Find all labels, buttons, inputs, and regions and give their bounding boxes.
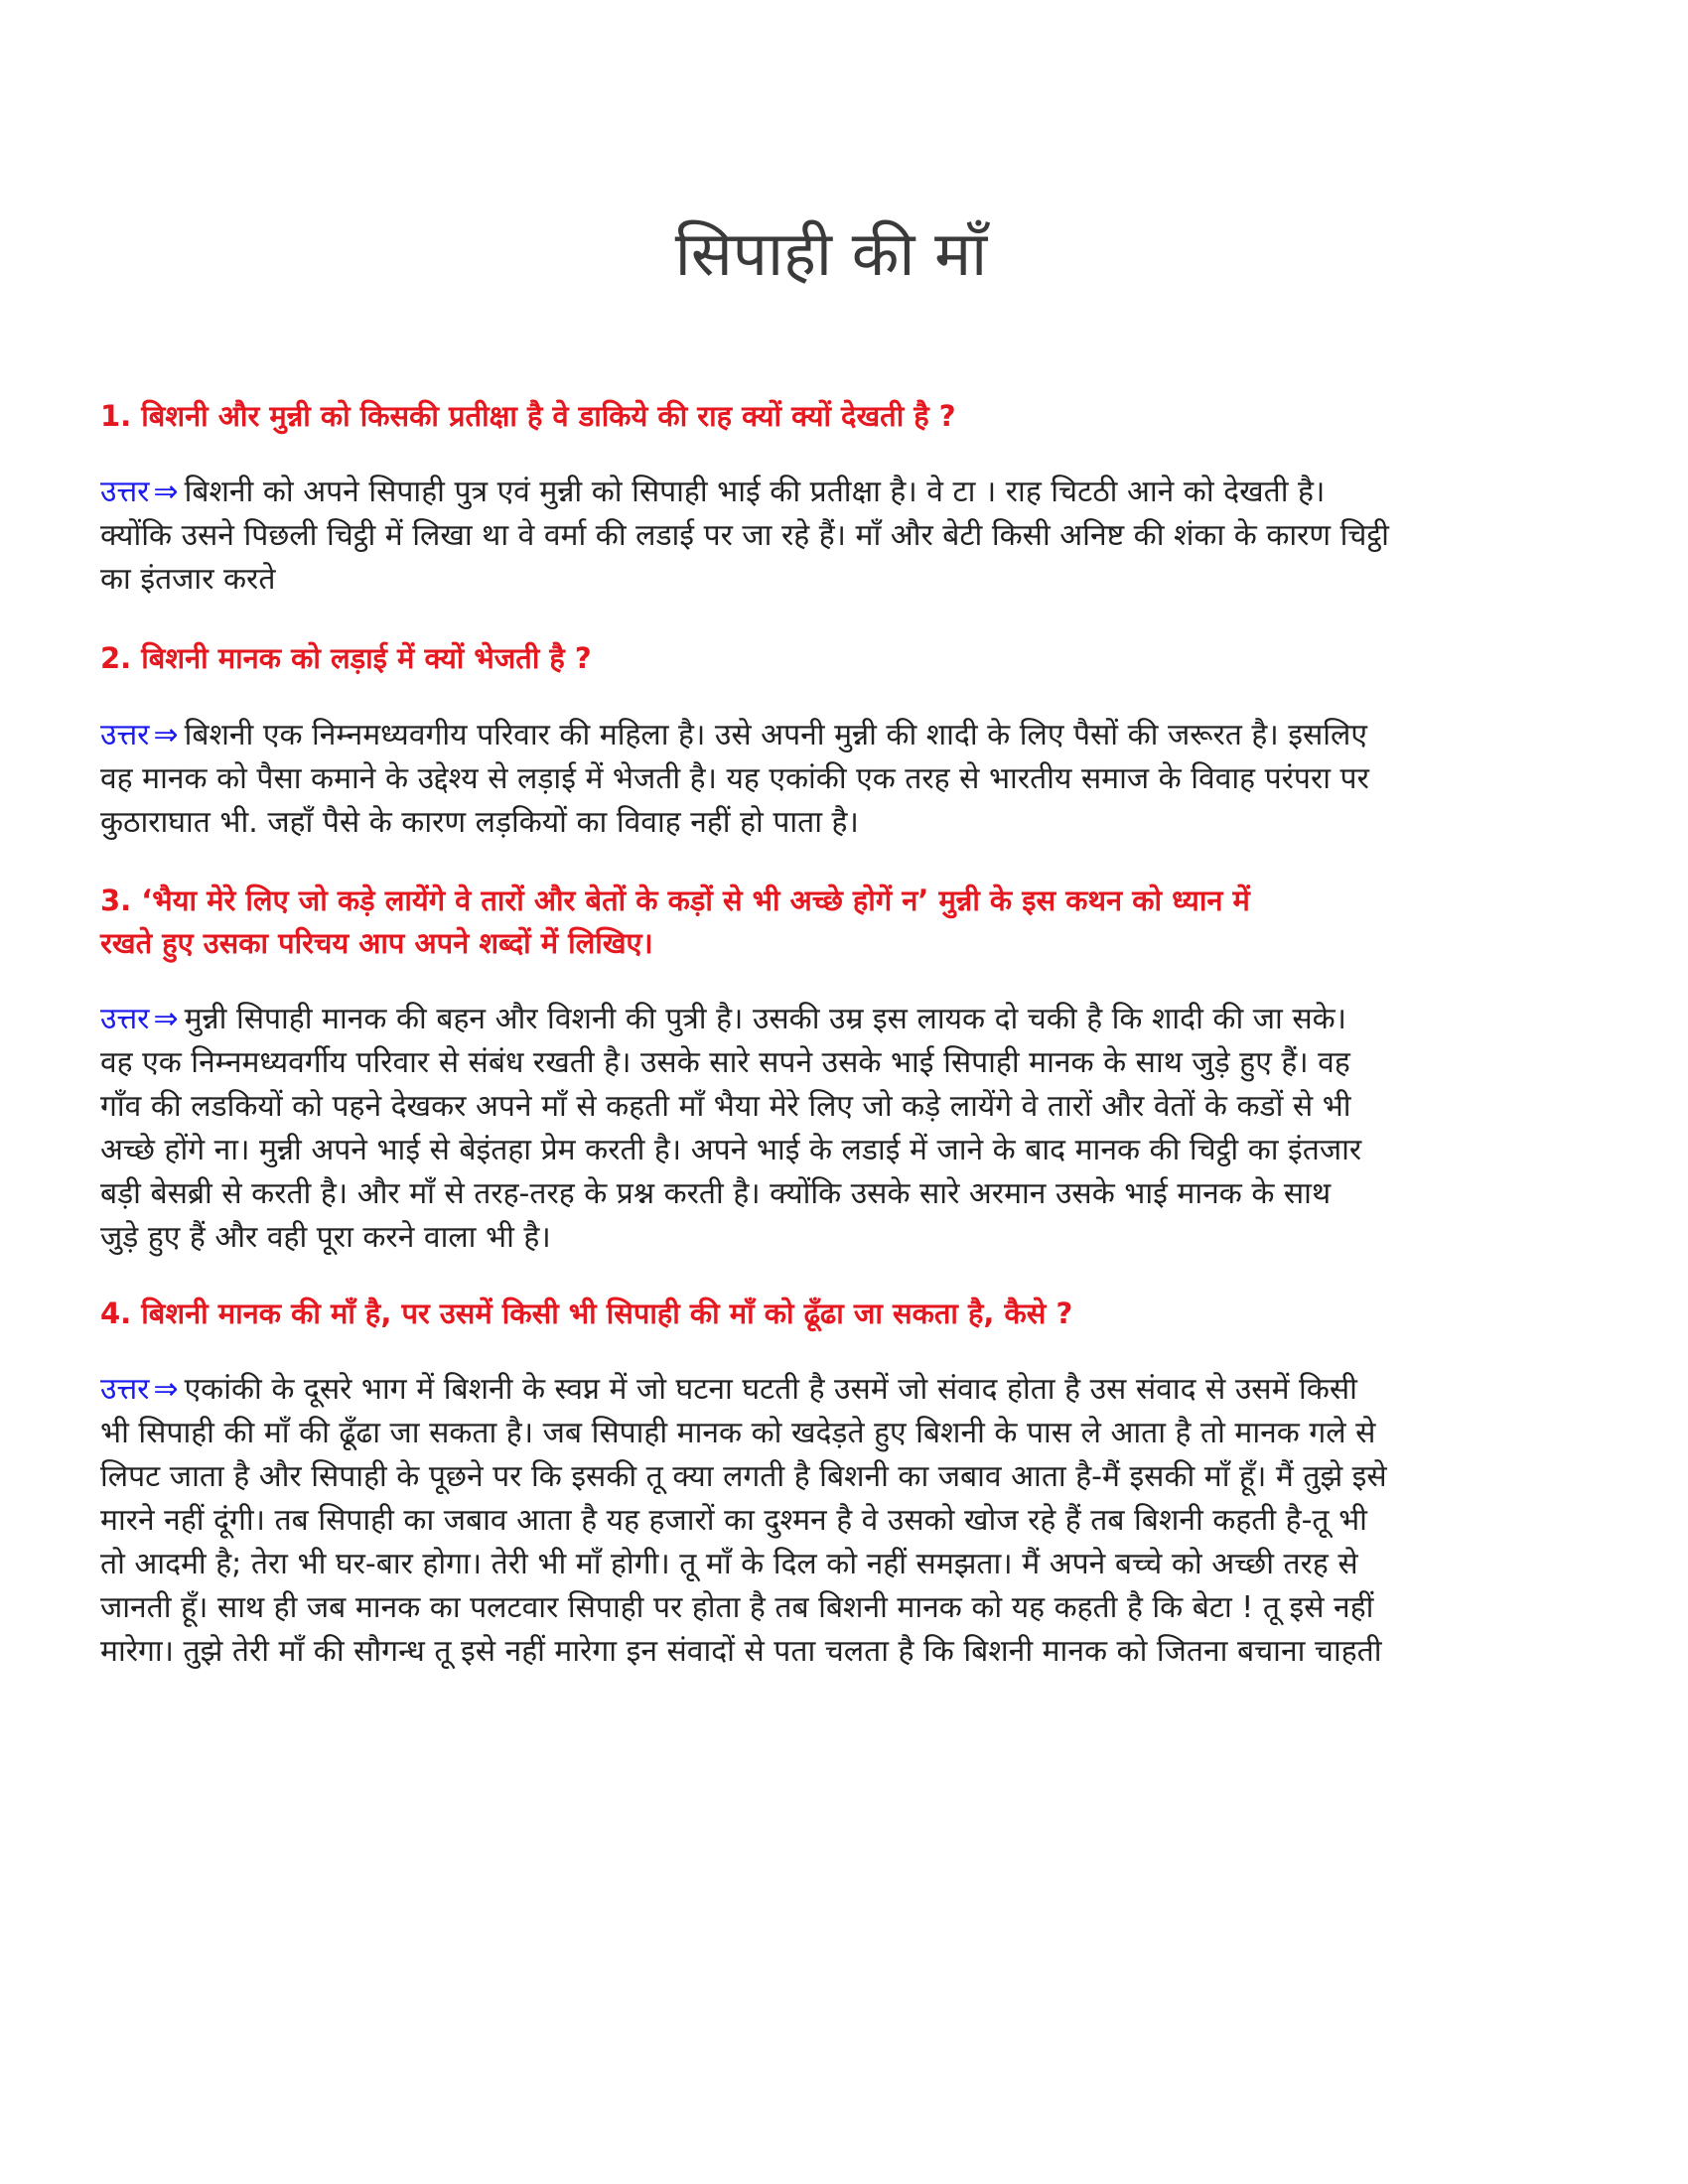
question-line: रखते हुए उसका परिचय आप अपने शब्दों में लिखिए।: [100, 926, 653, 960]
answer-first-line: [100, 1368, 1590, 1412]
arrow-icon: ⇒: [153, 718, 179, 752]
answer-line: मुन्नी सिपाही मानक की बहन और विशनी की पुत्री है। उसकी उम्र इस लायक दो चकी है कि शादी की जा सके।: [184, 1002, 1347, 1036]
answer-line: मारेगा। तुझे तेरी माँ की सौगन्ध तू इसे नहीं मारेगा इन संवादों से पता चलता है कि बिशनी मानक को जितना बचाना चाहती: [100, 1634, 1382, 1669]
answer-line: का इंतजार करते: [100, 562, 276, 597]
page-title: सिपाही की माँ: [674, 217, 988, 290]
answer-line: जुड़े हुए हैं और वही पूरा करने वाला भी है।: [100, 1220, 551, 1255]
answer-line: गाँव की लडकियों को पहने देखकर अपने माँ से कहती माँ भैया मेरे लिए जो कड़े लायेंगे वे तारों और वेतों के कडों से भी: [100, 1089, 1351, 1124]
answer-line: अच्छे होंगे ना। मुन्नी अपने भाई से बेइंतहा प्रेम करती है। अपने भाई के लडाई में जाने के बाद मानक की चिट्ठी का इंतजार: [100, 1133, 1362, 1167]
question-3: [100, 880, 1590, 965]
answer-line: बड़ी बेसब्री से करती है। और माँ से तरह-तरह के प्रश्न करती है। क्योंकि उसके सारे अरमान उसके भाई मानक के साथ: [100, 1176, 1332, 1211]
answer-2: [100, 714, 1590, 845]
question-line: 2. बिशनी मानक को लड़ाई में क्यों भेजती है ?: [100, 641, 592, 675]
answer-line: बिशनी को अपने सिपाही पुत्र एवं मुन्नी को सिपाही भाई की प्रतीक्षा है। वे टा । राह चिटठी आने को देखती है।: [184, 475, 1326, 509]
answer-label: उत्तर: [100, 475, 150, 509]
answer-first-line: [100, 714, 1590, 757]
answer-line: मारने नहीं दूंगी। तब सिपाही का जबाव आता है यह हजारों का दुश्मन है वे उसको खोज रहे हैं तब बिशनी कहती है-तू भी: [100, 1503, 1367, 1538]
answer-line: जानती हूँ। साथ ही जब मानक का पलटवार सिपाही पर होता है तब बिशनी मानक को यह कहती है कि बेटा ! तू इसे नहीं: [100, 1590, 1374, 1625]
answer-line: वह एक निम्नमध्यवर्गीय परिवार से संबंध रखती है। उसके सारे सपने उसके भाई सिपाही मानक के साथ जुड़े हुए हैं। वह: [100, 1045, 1350, 1080]
question-1: [100, 395, 1590, 438]
answer-line: क्योंकि उसने पिछली चिट्ठी में लिखा था वे वर्मा की लडाई पर जा रहे हैं। माँ और बेटी किसी अनिष्ट की शंका के कारण चिट्ठी: [100, 518, 1389, 553]
answer-line: लिपट जाता है और सिपाही के पूछने पर कि इसकी तू क्या लगती है बिशनी का जबाव आता है-मैं इसकी माँ हूँ। मैं तुझे इसे: [100, 1459, 1387, 1494]
question-line: 1. बिशनी और मुन्नी को किसकी प्रतीक्षा है वे डाकिये की राह क्यों क्यों देखती है ?: [100, 399, 956, 433]
answer-label: उत्तर: [100, 1372, 150, 1407]
answer-3: [100, 998, 1590, 1260]
answer-line: बिशनी एक निम्नमध्यवगीय परिवार की महिला है। उसे अपनी मुन्नी की शादी के लिए पैसों की जरूरत है। इसलिए: [184, 718, 1367, 752]
answer-line: वह मानक को पैसा कमाने के उद्देश्य से लड़ाई में भेजती है। यह एकांकी एक तरह से भारतीय समाज के विवाह परंपरा पर: [100, 761, 1369, 796]
answer-1: [100, 471, 1590, 602]
arrow-icon: ⇒: [153, 1002, 179, 1036]
answer-line: एकांकी के दूसरे भाग में बिशनी के स्वप्न में जो घटना घटती है उसमें जो संवाद होता है उस संवाद से उसमें किसी: [184, 1372, 1357, 1407]
answer-label: उत्तर: [100, 718, 150, 752]
arrow-icon: ⇒: [153, 475, 179, 509]
answer-line: तो आदमी है; तेरा भी घर-बार होगा। तेरी भी माँ होगी। तू माँ के दिल को नहीं समझता। मैं अपने बच्चे को अच्छी तरह से: [100, 1547, 1358, 1581]
question-line: 3. ‘भैया मेरे लिए जो कड़े लायेंगे वे तारों और बेतों के कड़ों से भी अच्छे होगें न’ मुन्नी के इस कथन को ध्यान में: [100, 884, 1250, 917]
question-line: 4. बिशनी मानक की माँ है, पर उसमें किसी भी सिपाही की माँ को ढूँढा जा सकता है, कैसे ?: [100, 1297, 1073, 1330]
answer-first-line: [100, 471, 1590, 514]
answer-4: [100, 1368, 1590, 1674]
arrow-icon: ⇒: [153, 1372, 179, 1407]
question-2: [100, 637, 1590, 680]
answer-line: कुठाराघात भी. जहाँ पैसे के कारण लड़कियों का विवाह नहीं हो पाता है।: [100, 805, 859, 840]
answer-first-line: [100, 998, 1590, 1041]
question-4: [100, 1293, 1590, 1335]
answer-label: उत्तर: [100, 1002, 150, 1036]
answer-line: भी सिपाही की माँ की ढूँढा जा सकता है। जब सिपाही मानक को खदेड़ते हुए बिशनी के पास ले आता है तो मानक गले से: [100, 1416, 1376, 1450]
